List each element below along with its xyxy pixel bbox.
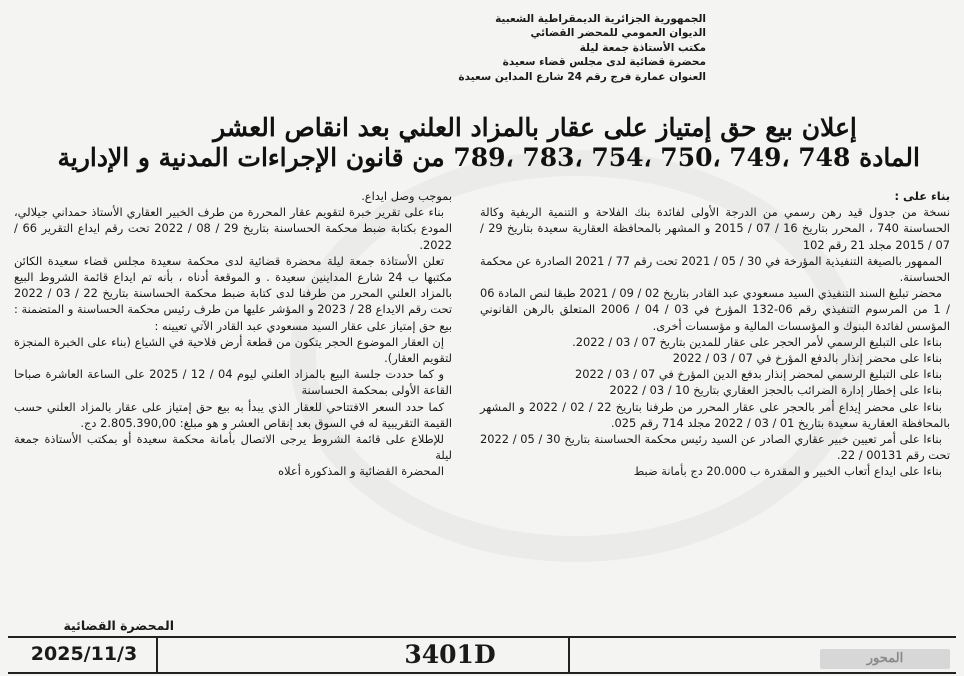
footer-top-rule <box>8 636 956 638</box>
paragraph: بناءا على محضر إيداع أمر بالحجر على عقار المحرر من طرفنا بتاريخ 22 / 02 / 2022 و المشهر بالمحافظة العقارية سعيدة بتاريخ 01 / 03 / 2022 مجلد 714 رقم 025. <box>480 399 950 430</box>
paragraph: بناءا على التبليغ الرسمي لمحضر إنذار بدفع الدين المؤرخ في 07 / 03 / 2022 <box>575 367 942 382</box>
header-line: مكتب الأستاذة جمعة ليلة <box>579 41 706 54</box>
newspaper-logo: المحور <box>820 649 950 669</box>
paragraph: المحضرة القضائية و المذكورة أعلاه <box>278 464 444 479</box>
header-line: الديوان العمومي للمحضر القضائي <box>530 27 706 40</box>
paragraph: بناءا على محضر إنذار بالدفع المؤرخ في 07 / 03 / 2022 <box>672 351 942 366</box>
title-line-1: إعلان بيع حق إمتياز على عقار بالمزاد العلني بعد انقاص العشر <box>213 113 857 142</box>
paragraph: بناءا على إخطار إدارة الضرائب بالحجز العقاري بتاريخ 10 / 03 / 2022 <box>609 383 942 398</box>
issuer-header <box>376 12 706 84</box>
paragraph: الممهور بالصيغة التنفيذية المؤرخة في 30 / 05 / 2021 تحت رقم 77 / 2021 الصادرة عن محكمة الحساسنة. <box>480 253 950 285</box>
title-line-2: المادة 748 ،749 ،750 ،754 ،783 ،789 من قانون الإجراءات المدنية و الإدارية <box>57 143 920 172</box>
footer-divider <box>156 637 158 672</box>
paragraph: إن العقار الموضوع الحجر يتكون من قطعة أرض فلاحية في الشياع (بناء على الخبرة المنجزة لتقويم العقار). <box>14 334 452 366</box>
paragraph: تعلن الأستاذة جمعة ليلة محضرة قضائية لدى محكمة سعيدة مجلس قضاء سعيدة الكائن مكتبها ب 24 شارع المداينين سعيدة . و الموقعة أدناه ، بأنه تم ايداع قائمة الشروط البيع بالمزاد العلني المحرر من طرفنا لدى كتابة ضبط محكمة الحساسنة بتاريخ 22 / 03 / 2022 تحت رقم الايداع 28 / 2023 و المؤشر عليها من طرف رئيس محكمة الحساسنة و المتضمنة : بيع حق إمتياز على عقار السيد مسعودي عبد القادر الآتي تعيينه : <box>14 253 452 333</box>
paragraph: محضر تبليغ السند التنفيذي السيد مسعودي عبد القادر بتاريخ 02 / 09 / 2021 طبقا لنص المادة 06 / 1 من المرسوم التنفيذي رقم 06-132 المؤرخ في 03 / 04 / 2006 المتعلق بالرهن القانوني المؤسس لفائدة البنوك و المؤسسات المالية و مؤسسات أخرى. <box>480 286 950 333</box>
paragraph: بناء على تقرير خبرة لتقويم عقار المحررة من طرف الخبير العقاري الأستاذ حمداني جيلالي، المودع بكتابة ضبط محكمة الحساسنة بتاريخ 29 / 08 / 2022 تحت رقم ايداع التقرير 66 / 2022. <box>14 205 452 252</box>
paragraph: بناءا على ايداع أتعاب الخبير و المقدرة ب 20.000 دج بأمانة ضبط <box>633 464 942 479</box>
publication-date: 2025/11/3 <box>30 643 138 665</box>
signature-label: المحضرة القضائية <box>63 618 174 633</box>
left-column <box>14 188 452 480</box>
paragraph: للإطلاع على قائمة الشروط يرجى الاتصال بأمانة محكمة سعيدة أو بمكتب الأستاذة جمعة ليلة <box>14 432 452 463</box>
right-column <box>480 188 950 480</box>
header-line: الجمهورية الجزائرية الديمقراطية الشعبية <box>495 13 706 25</box>
paragraph: كما حدد السعر الافتتاحي للعقار الذي يبدأ به بيع حق إمتياز على عقار بالمزاد العلني حسب القيمة التقريبية له في السوق بعد إنقاص العشر و هو مبلغ: 2.805.390,00 دج. <box>14 399 452 430</box>
footer-bottom-rule <box>8 672 956 674</box>
section-label: بناء على : <box>894 189 950 203</box>
header-line: العنوان عمارة فرج رقم 24 شارع المداين سعيدة <box>458 70 706 83</box>
paragraph: بناءا على التبليغ الرسمي لأمر الحجر على عقار للمدين بتاريخ 07 / 03 / 2022. <box>572 334 942 349</box>
notice-title <box>57 113 920 173</box>
reference-code: 3401D <box>404 640 496 669</box>
paragraph: بناءا على أمر تعيين خبير عقاري الصادر عن السيد رئيس محكمة الحساسنة بتاريخ 30 / 05 / 2022 تحت رقم 00131 / 22. <box>480 432 950 463</box>
paragraph: بموجب وصل ايداع. <box>361 189 452 203</box>
footer-divider <box>568 637 570 672</box>
paragraph: و كما حددت جلسة البيع بالمزاد العلني ليوم 04 / 12 / 2025 على الساعة العاشرة صباحا القاعة الأولى بمحكمة الحساسنة <box>14 367 452 398</box>
header-line: محضرة قضائية لدى مجلس قضاء سعيدة <box>502 56 706 69</box>
paragraph: نسخة من جدول قيد رهن رسمي من الدرجة الأولى لفائدة بنك الفلاحة و التنمية الريفية وكالة الحساسنة 740 ، المحرر بتاريخ 16 / 07 / 2015 و المشهر بالمحافظة العقارية سعيدة بتاريخ 29 / 07 / 2015 مجلد 21 رقم 102 <box>480 205 950 252</box>
